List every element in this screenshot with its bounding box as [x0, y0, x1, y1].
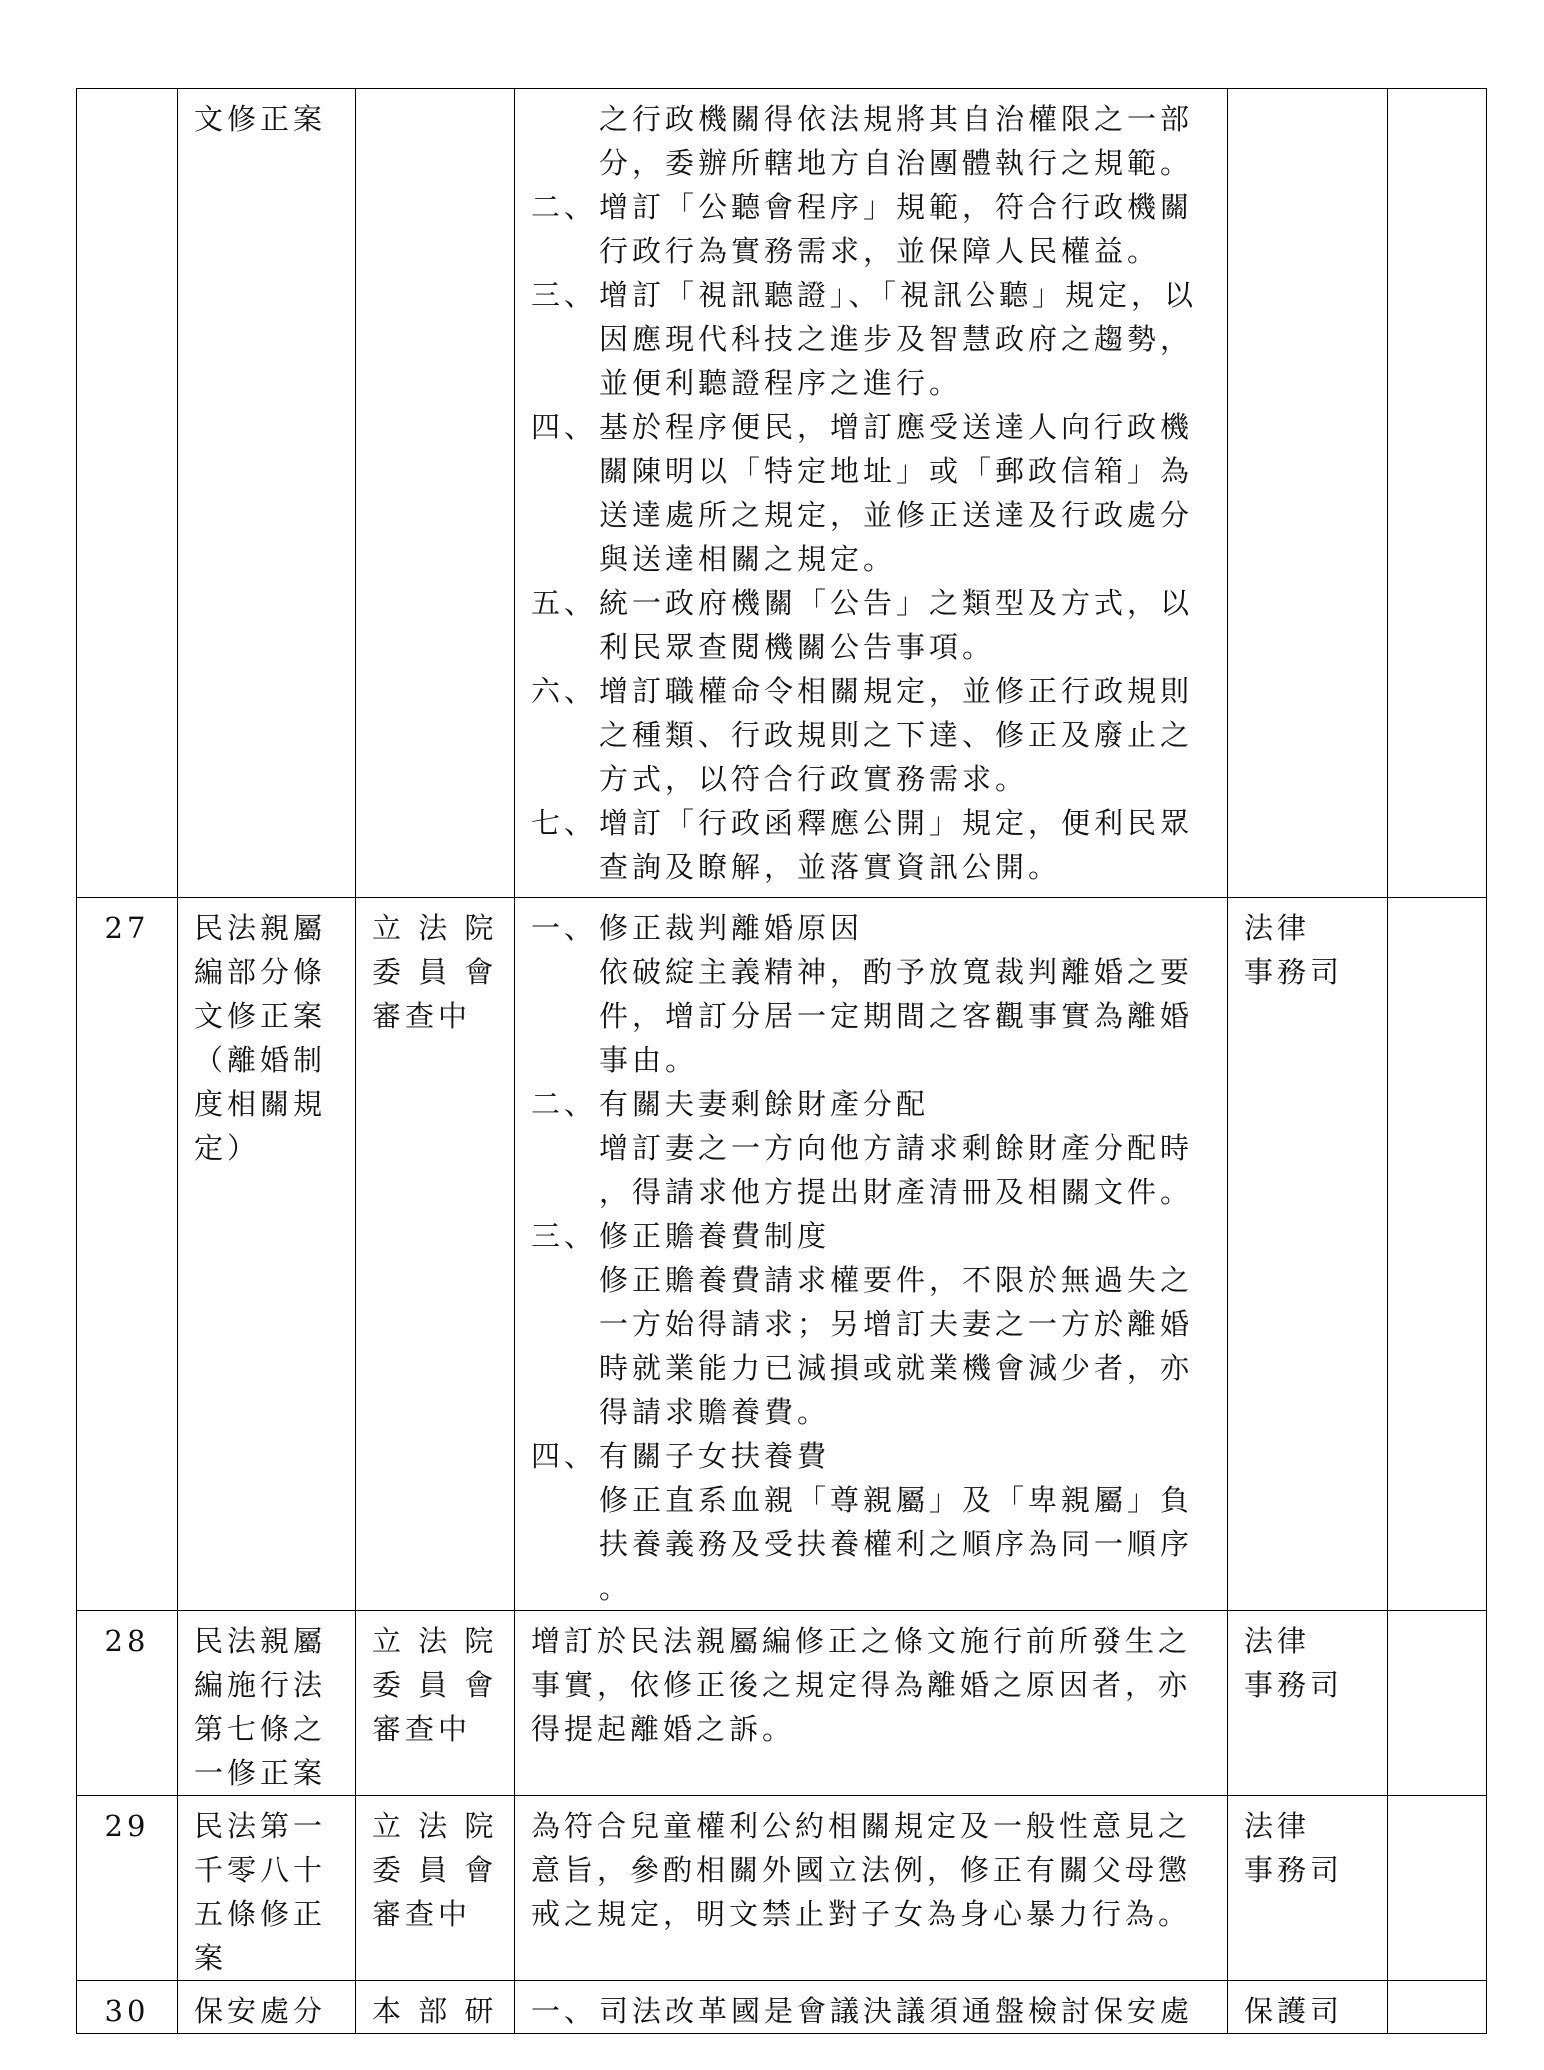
bill-status — [356, 898, 515, 1611]
bill-name — [178, 1611, 356, 1796]
bill-content — [515, 1981, 1228, 2034]
content-item — [531, 581, 1211, 669]
bill-name — [178, 1981, 356, 2034]
note-cell — [1388, 898, 1487, 1611]
content-item — [531, 1434, 1211, 1610]
content-item-mark: 四、 — [531, 1439, 598, 1473]
bill-name-text: 民法親屬 編施行法 第七條之 一修正案 — [194, 1624, 327, 1790]
bill-status — [356, 1611, 515, 1796]
bill-status — [356, 89, 515, 898]
content-item-mark: 七、 — [531, 806, 598, 840]
bill-status — [356, 1981, 515, 2034]
content-item — [531, 1214, 1211, 1434]
row-number: 29 — [77, 1796, 178, 1981]
content-item — [531, 405, 1211, 581]
content-item-body: 修正裁判離婚原因 依破綻主義精神，酌予放寬裁判離婚之要 件，增訂分居一定期間之客觀事實為離婚 事由。 — [599, 911, 1194, 1077]
content-item-mark: 六、 — [531, 674, 598, 708]
table-row — [77, 89, 1487, 898]
bill-name — [178, 898, 356, 1611]
content-item — [531, 669, 1211, 801]
content-item — [531, 273, 1211, 405]
responsible-unit-text: 法律 事務司 — [1244, 1624, 1344, 1702]
bill-name-text: 民法親屬 編部分條 文修正案 （離婚制 度相關規 定） — [194, 911, 327, 1165]
content-item-body: 司法改革國是會議決議須通盤檢討保安處 — [599, 1994, 1194, 2028]
bill-status-text: 本 部 研 — [372, 1994, 498, 2028]
content-item — [531, 1989, 1211, 2033]
note-cell — [1388, 89, 1487, 898]
bill-name-text: 保安處分 — [194, 1994, 327, 2028]
content-item — [531, 97, 1211, 185]
note-cell — [1388, 1796, 1487, 1981]
responsible-unit — [1228, 1796, 1388, 1981]
note-cell — [1388, 1981, 1487, 2034]
bill-name-text: 文修正案 — [194, 102, 327, 136]
bill-status — [356, 1796, 515, 1981]
bill-status-text: 立 法 院 委 員 會 審查中 — [372, 1624, 498, 1746]
content-item-mark: 一、 — [531, 1994, 598, 2028]
table-row — [77, 1796, 1487, 1981]
bill-content-text: 增訂於民法親屬編修正之條文施行前所發生之 事實，依修正後之規定得為離婚之原因者，亦 得提起離婚之訴。 — [531, 1624, 1192, 1746]
content-item-mark: 一、 — [531, 911, 598, 945]
responsible-unit — [1228, 1981, 1388, 2034]
content-item-mark: 二、 — [531, 1087, 598, 1121]
content-item — [531, 906, 1211, 1082]
responsible-unit-text: 法律 事務司 — [1244, 1809, 1344, 1887]
content-item-body: 增訂職權命令相關規定，並修正行政規則 之種類、行政規則之下達、修正及廢止之 方式，以符合行政實務需求。 — [599, 674, 1194, 796]
bill-content — [515, 898, 1228, 1611]
content-item-body: 增訂「公聽會程序」規範，符合行政機關 行政行為實務需求，並保障人民權益。 — [599, 190, 1194, 268]
content-item-body: 有關夫妻剩餘財產分配 增訂妻之一方向他方請求剩餘財產分配時 ，得請求他方提出財產清冊及相關文件。 — [599, 1087, 1194, 1209]
document-table — [76, 88, 1487, 2034]
content-item-mark — [531, 97, 599, 185]
content-item-body: 基於程序便民，增訂應受送達人向行政機 關陳明以「特定地址」或「郵政信箱」為 送達處所之規定，並修正送達及行政處分 與送達相關之規定。 — [599, 410, 1194, 576]
content-item-mark: 四、 — [531, 410, 598, 444]
bill-name — [178, 89, 356, 898]
table-row — [77, 1981, 1487, 2034]
content-item-body: 統一政府機關「公告」之類型及方式，以 利民眾查閱機關公告事項。 — [599, 586, 1194, 664]
bill-status-text: 立 法 院 委 員 會 審查中 — [372, 911, 498, 1033]
bill-content-text: 為符合兒童權利公約相關規定及一般性意見之 意旨，參酌相關外國立法例，修正有關父母懲 戒之規定，明文禁止對子女為身心暴力行為。 — [531, 1809, 1192, 1931]
bill-status-text: 立 法 院 委 員 會 審查中 — [372, 1809, 498, 1931]
table-row — [77, 898, 1487, 1611]
bill-content — [515, 1611, 1228, 1796]
responsible-unit-text: 保護司 — [1244, 1994, 1344, 2028]
table-row — [77, 1611, 1487, 1796]
bill-name-text: 民法第一 千零八十 五條修正 案 — [194, 1809, 327, 1975]
bill-name — [178, 1796, 356, 1981]
content-item — [531, 185, 1211, 273]
content-item — [531, 801, 1211, 889]
content-item-mark: 三、 — [531, 278, 598, 312]
note-cell — [1388, 1611, 1487, 1796]
bill-content — [515, 1796, 1228, 1981]
content-item-body: 有關子女扶養費 修正直系血親「尊親屬」及「卑親屬」負 扶養義務及受扶養權利之順序為同一順序 。 — [599, 1439, 1194, 1605]
responsible-unit — [1228, 1611, 1388, 1796]
content-item-body: 之行政機關得依法規將其自治權限之一部 分，委辦所轄地方自治團體執行之規範。 — [599, 102, 1194, 180]
content-item — [531, 1082, 1211, 1214]
bill-content — [515, 89, 1228, 898]
content-item-mark: 五、 — [531, 586, 598, 620]
content-item-body: 增訂「行政函釋應公開」規定，便利民眾 查詢及瞭解，並落實資訊公開。 — [599, 806, 1194, 884]
row-number: 28 — [77, 1611, 178, 1796]
content-item-body: 增訂「視訊聽證」、「視訊公聽」規定，以 因應現代科技之進步及智慧政府之趨勢， 並便利聽證程序之進行。 — [599, 278, 1198, 400]
content-item-body: 修正贍養費制度 修正贍養費請求權要件，不限於無過失之 一方始得請求；另增訂夫妻之一方於離婚 時就業能力已減損或就業機會減少者，亦 得請求贍養費。 — [599, 1219, 1194, 1429]
responsible-unit — [1228, 898, 1388, 1611]
responsible-unit-text: 法律 事務司 — [1244, 911, 1344, 989]
row-number: 27 — [77, 898, 178, 1611]
content-item-mark: 二、 — [531, 190, 598, 224]
responsible-unit — [1228, 89, 1388, 898]
row-number — [77, 89, 178, 898]
row-number: 30 — [77, 1981, 178, 2034]
content-item-mark: 三、 — [531, 1219, 598, 1253]
